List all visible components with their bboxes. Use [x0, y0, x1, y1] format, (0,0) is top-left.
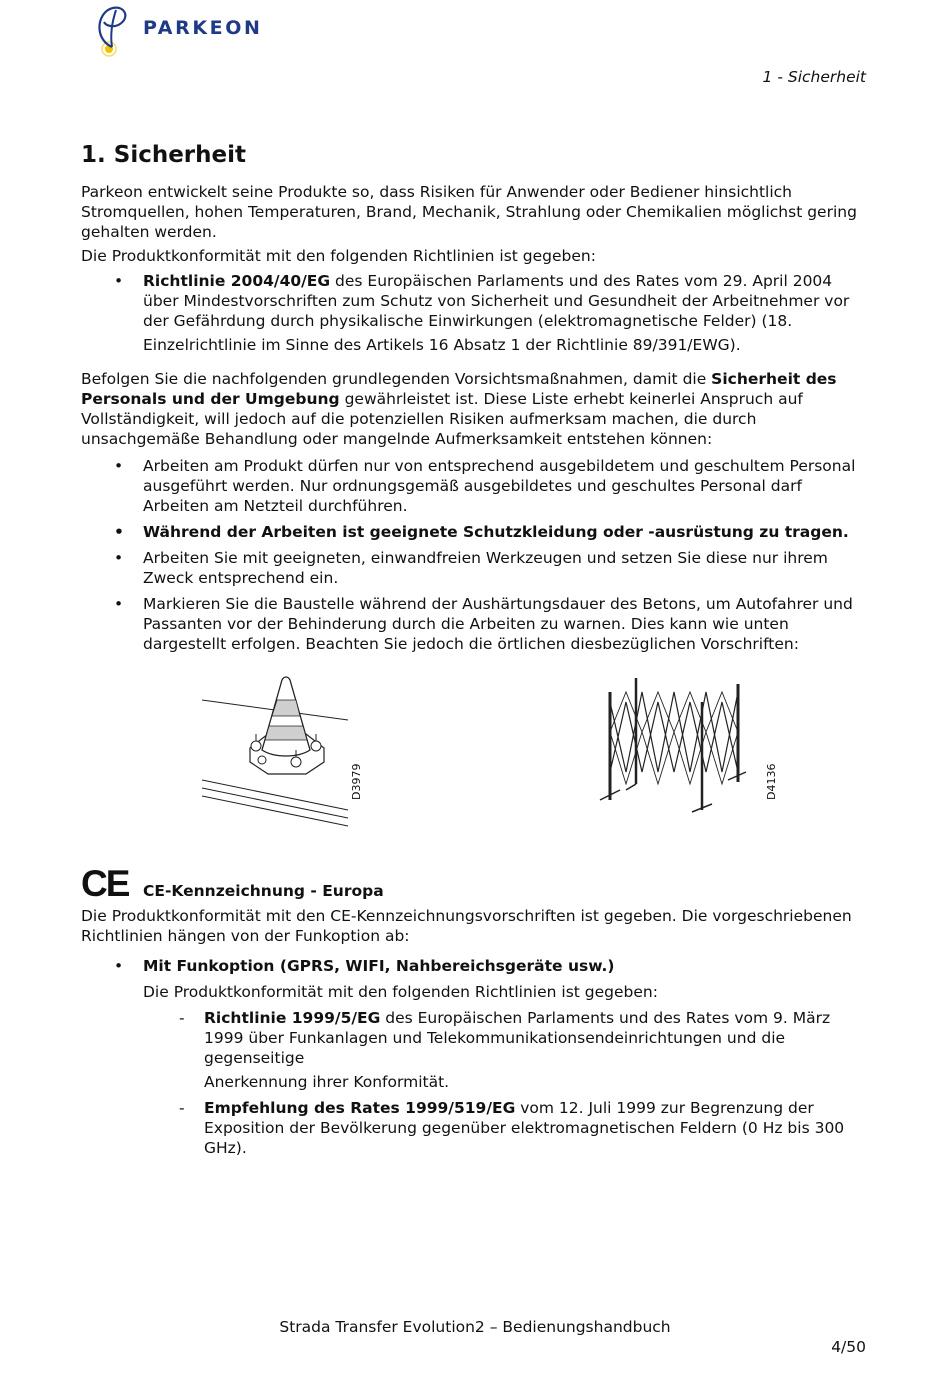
directive-name: Richtlinie 1999/5/EG [204, 1009, 381, 1027]
footer-title: Strada Transfer Evolution2 – Bedienungshandbuch [279, 1318, 671, 1336]
list-item: • Während der Arbeiten ist geeignete Schutzkleidung oder -ausrüstung zu tragen. [81, 522, 867, 542]
ce-option-list [81, 956, 867, 1002]
directive-text: vom 12. Juli 1999 zur Begrenzung der Exposition der Bevölkerung gegenüber elektromagnetischen Feldern (0 Hz bis 300 GHz). [204, 1099, 845, 1157]
precautions-text: Befolgen Sie die nachfolgenden grundlegenden Vorsichtsmaßnahmen, damit die [81, 370, 712, 388]
list-item [81, 956, 867, 1002]
precautions-block [81, 369, 867, 449]
directive-list [81, 271, 867, 355]
page-number: 4/50 [831, 1338, 866, 1356]
list-item: • Markieren Sie die Baustelle während der Aushärtungsdauer des Betons, um Autofahrer und Passanten vor der Behinderung durch die Arbeiten zu warnen. Dies kann wie unten dargestellt erfolgen. Beachten Sie jedoch die örtlichen diesbezüglichen Vorschriften: [81, 594, 867, 654]
list-item [81, 271, 867, 355]
logo-wordmark: PARKEON [143, 17, 263, 39]
traffic-cone-figure [198, 670, 358, 828]
directive-name: Richtlinie 2004/40/EG [143, 272, 331, 290]
precautions-emphasis: Sicherheit des Personals und der Umgebung [81, 370, 837, 408]
directive-text: des Europäischen Parlaments und des Rates vom 9. März 1999 über Funkanlagen und Telekommunikationsendeinrichtungen und die gegenseitige [204, 1009, 831, 1067]
directive-text-cont: Anerkennung ihrer Konformität. [204, 1073, 450, 1091]
conformity-intro: Die Produktkonformität mit den folgenden Richtlinien ist gegeben: [81, 247, 596, 265]
ce-option-text: Die Produktkonformität mit den folgenden Richtlinien ist gegeben: [143, 983, 658, 1001]
ce-mark-icon: CE [81, 863, 129, 904]
list-item [81, 1008, 867, 1092]
section-reference: 1 - Sicherheit [762, 68, 866, 86]
precautions-paragraph [81, 369, 867, 449]
ce-intro: Die Produktkonformität mit den CE-Kennzeichnungsvorschriften ist gegeben. Die vorgeschriebenen Richtlinien hängen von der Funkoption ab: [81, 907, 852, 945]
list-item: • Arbeiten Sie mit geeigneten, einwandfreien Werkzeugen und setzen Sie diese nur ihrem Zweck entsprechend ein. [81, 548, 867, 588]
precautions-text-cont: gewährleistet ist. Diese Liste erhebt keinerlei Anspruch auf Vollständigkeit, will jedoch auf die potenziellen Risiken aufmerksam machen, die durch unsachgemäße Behandlung oder mangelnde Aufmerksamkeit entstehen können: [81, 390, 803, 448]
intro-block [81, 182, 867, 355]
ce-option-title: Mit Funkoption (GPRS, WIFI, Nahbereichsgeräte usw.) [143, 957, 615, 975]
ce-directive-list [81, 1008, 867, 1158]
directive-text: des Europäischen Parlaments und des Rates vom 29. April 2004 über Mindestvorschriften zum Schutz von Sicherheit und Gesundheit der Arbeitnehmer vor der Gefährdung durch physikalische Einwirkungen (elektromagnetische Felder) (18. [143, 272, 850, 330]
figure-label: D3979 [350, 763, 363, 800]
safety-list [81, 456, 867, 654]
directive-text-cont: Einzelrichtlinie im Sinne des Artikels 16 Absatz 1 der Richtlinie 89/391/EWG). [143, 336, 741, 354]
figure-label: D4136 [765, 763, 778, 800]
ce-heading: CE-Kennzeichnung - Europa [143, 882, 384, 900]
intro-paragraph: Parkeon entwickelt seine Produkte so, dass Risiken für Anwender oder Bediener hinsichtlich Stromquellen, hohen Temperaturen, Brand, Mechanik, Strahlung oder Chemikalien möglichst gering gehalten werden. [81, 183, 857, 241]
page-title: 1. Sicherheit [81, 142, 246, 168]
ce-block [81, 906, 867, 1158]
folding-barrier-figure [596, 672, 750, 824]
list-item: • Arbeiten am Produkt dürfen nur von entsprechend ausgebildetem und geschultem Personal ausgeführt werden. Nur ordnungsgemäß ausgebildetes und geschultes Personal darf Arbeiten am Netzteil durchführen. [81, 456, 867, 516]
directive-name: Empfehlung des Rates 1999/519/EG [204, 1099, 516, 1117]
list-item [81, 1098, 867, 1158]
